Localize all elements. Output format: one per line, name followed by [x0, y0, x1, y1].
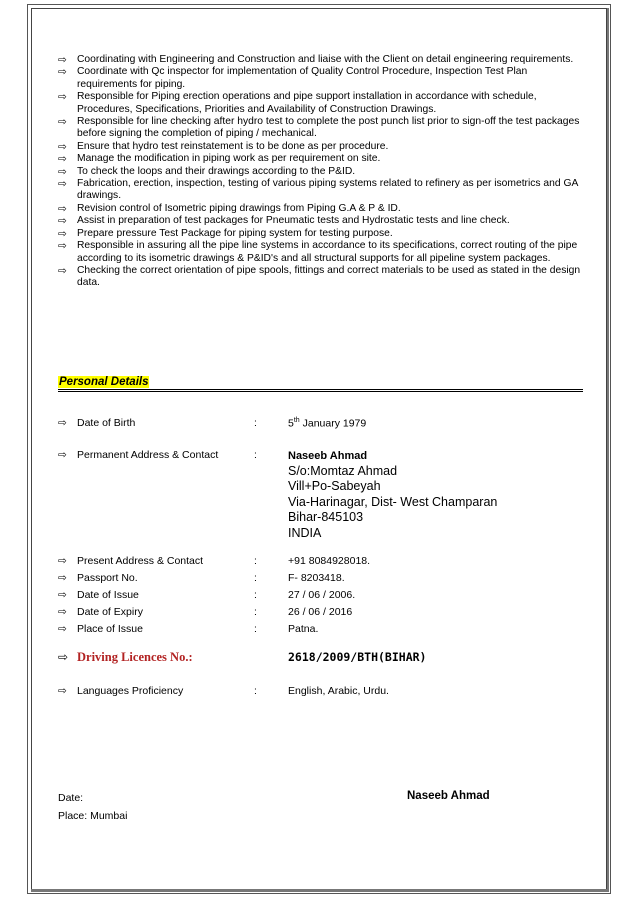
label-date-of-expiry: Date of Expiry: [77, 606, 143, 618]
duty-item: ⇨ Manage the modification in piping work as per requirement on site.: [58, 153, 381, 166]
arrow-right-icon: ⇨: [58, 449, 67, 461]
arrow-right-icon: ⇨: [58, 165, 67, 178]
arrow-right-icon: ⇨: [58, 555, 67, 567]
value-date-of-issue: 27 / 06 / 2006.: [288, 589, 356, 601]
section-title-personal-details: Personal Details: [59, 376, 149, 388]
duty-item: ⇨ Checking the correct orientation of pipe spools, fittings and correct materials to be used as stated in the design data.: [58, 264, 581, 289]
arrow-right-icon: ⇨: [58, 202, 67, 215]
value-languages: English, Arabic, Urdu.: [288, 685, 389, 697]
label-date-of-issue: Date of Issue: [77, 589, 139, 601]
footer-place-label: Place: Mumbai: [58, 810, 128, 822]
duty-item: ⇨ Coordinating with Engineering and Construction and liaise with the Client on detail engineering requirements.: [58, 54, 574, 66]
label-place-of-issue: Place of Issue: [77, 623, 143, 635]
arrow-right-icon: ⇨: [58, 227, 67, 240]
duty-item: ⇨ Assist in preparation of test packages for Pneumatic tests and Hydrostatic tests and line check.: [58, 215, 510, 228]
address-line: S/o:Momtaz Ahmad: [288, 464, 398, 478]
page-border-shadow: [31, 889, 609, 892]
arrow-right-icon: ⇨: [58, 178, 67, 191]
arrow-right-icon: ⇨: [58, 417, 67, 429]
duty-item: ⇨ Responsible in assuring all the pipe line systems in accordance to its specifications, correct routing of the pipe according to its isometric drawings & P&ID's and all structural supports for all pipeline system packages.: [58, 240, 578, 264]
section-divider: [58, 389, 583, 392]
colon: :: [254, 606, 257, 618]
duty-item: ⇨ Responsible for line checking after hydro test to complete the post punch list prior to sign-off the test packages before signing the completion of piping / mechanical.: [58, 116, 580, 140]
permanent-address-block: [288, 448, 497, 541]
address-name: Naseeb Ahmad: [288, 450, 368, 462]
colon: :: [254, 449, 257, 461]
arrow-right-icon: ⇨: [58, 606, 67, 618]
value-passport: F- 8203418.: [288, 572, 345, 584]
footer-signature-name: Naseeb Ahmad: [407, 790, 490, 802]
label-permanent-address: Permanent Address & Contact: [77, 449, 219, 461]
duty-item: ⇨ To check the loops and their drawings according to the P&ID.: [58, 165, 356, 178]
address-line: INDIA: [288, 525, 322, 540]
duty-item: ⇨ Revision control of Isometric piping drawings from Piping G.A & P & ID.: [58, 202, 401, 215]
value-date-of-expiry: 26 / 06 / 2016: [288, 606, 353, 618]
arrow-right-icon: ⇨: [58, 153, 67, 166]
page-border-shadow-right: [607, 8, 609, 892]
arrow-right-icon: ⇨: [58, 54, 67, 66]
arrow-right-icon: ⇨: [58, 91, 67, 104]
arrow-right-icon: ⇨: [58, 215, 67, 228]
label-passport: Passport No.: [77, 572, 138, 584]
value-place-of-issue: Patna.: [288, 623, 319, 635]
colon: :: [254, 572, 257, 584]
address-line: Bihar-845103: [288, 510, 364, 525]
arrow-right-icon: ⇨: [58, 572, 67, 584]
colon: :: [254, 589, 257, 601]
value-present-address: +91 8084928018.: [288, 555, 371, 567]
label-date-of-birth: Date of Birth: [77, 417, 136, 429]
colon: :: [254, 417, 257, 429]
colon: :: [254, 685, 257, 697]
label-present-address: Present Address & Contact: [77, 555, 204, 567]
duty-item: ⇨ Responsible for Piping erection operations and pipe support installation in accordance with schedule, Procedures, Specifications, Priorities and Availability of Construction Drawings.: [58, 91, 537, 115]
arrow-right-icon: ⇨: [58, 650, 69, 664]
arrow-right-icon: ⇨: [58, 240, 67, 253]
arrow-right-icon: ⇨: [58, 116, 67, 129]
arrow-right-icon: ⇨: [58, 589, 67, 601]
label-languages: Languages Proficiency: [77, 685, 184, 697]
colon: :: [254, 623, 257, 635]
footer-date-label: Date:: [58, 792, 84, 804]
value-driving-licence: 2618/2009/BTH(BIHAR): [288, 650, 427, 664]
duty-item: ⇨ Fabrication, erection, inspection, testing of various piping systems related to refinery as per isometrics and GA drawings.: [58, 178, 578, 202]
duty-item: ⇨ Prepare pressure Test Package for piping system for testing purpose.: [58, 227, 393, 240]
label-driving-licence: Driving Licences No.:: [77, 650, 193, 664]
arrow-right-icon: ⇨: [58, 140, 67, 153]
arrow-right-icon: ⇨: [58, 264, 67, 277]
arrow-right-icon: ⇨: [58, 66, 67, 79]
duties-list: [58, 54, 588, 290]
arrow-right-icon: ⇨: [58, 623, 67, 635]
value-date-of-birth: 5th January 1979: [288, 417, 367, 430]
address-line: Vill+Po-Sabeyah: [288, 479, 381, 494]
duty-item: ⇨ Ensure that hydro test reinstatement is to be done as per procedure.: [58, 140, 389, 153]
address-line: Via-Harinagar, Dist- West Champaran: [288, 494, 498, 509]
duty-item: ⇨ Coordinate with Qc inspector for implementation of Quality Control Procedure, Inspection Test Plan requirements for piping.: [58, 66, 528, 90]
arrow-right-icon: ⇨: [58, 685, 67, 697]
colon: :: [254, 555, 257, 567]
